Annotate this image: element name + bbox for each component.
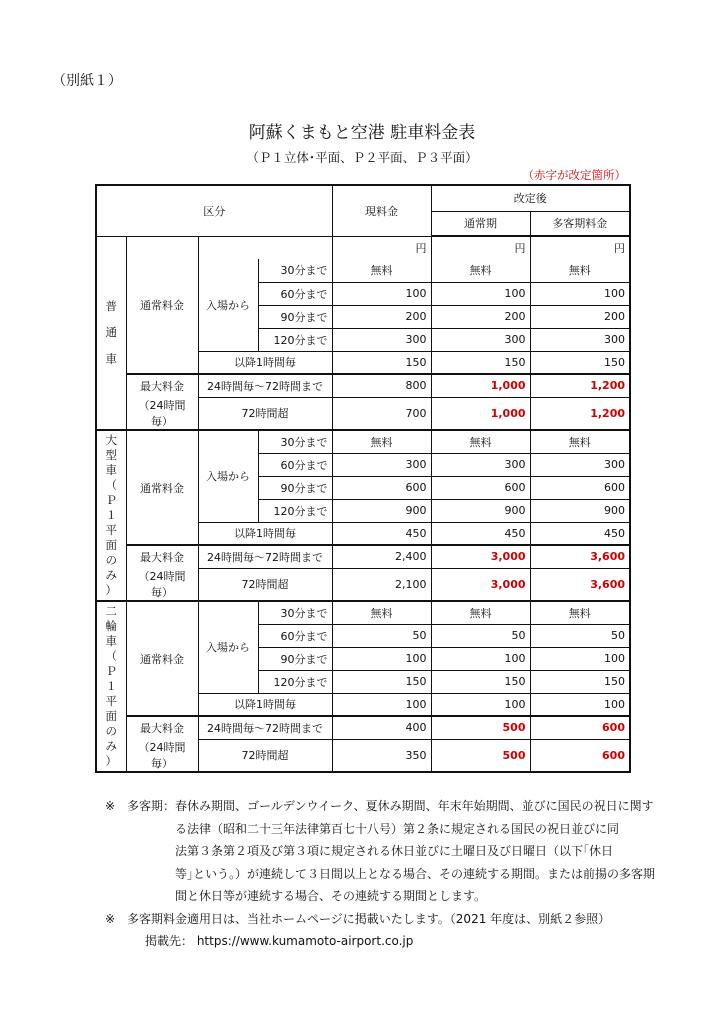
fee-cell: 150 [332, 670, 431, 693]
time-label: 72時間超 [198, 397, 332, 430]
footnote-text: 間と休日等が連続する場合、その連続する期間とします。 [175, 889, 487, 903]
normal-yen-row [96, 236, 630, 259]
vehicle-label-normal: 普 通 車 [96, 236, 126, 430]
page-title: 阿蘇くまもと空港 駐車料金表 [248, 123, 476, 143]
time-label: 120分まで [258, 328, 332, 351]
table-row [96, 430, 630, 453]
fee-cell: 50 [332, 624, 431, 647]
footnote-text: 多客期料金適用日は、当社ホームページに掲載いたします。（2021 年度は、別紙２参照） [127, 911, 611, 926]
fee-cell-revised: 3,600 [530, 568, 630, 601]
time-label: 30分まで [258, 601, 332, 624]
fee-cell: 200 [530, 305, 630, 328]
from-entry-label: 入場から [198, 430, 258, 522]
fee-cell: 150 [530, 351, 630, 374]
fee-cell: 150 [431, 351, 530, 374]
time-label: 30分まで [258, 430, 332, 453]
fee-cell: 900 [530, 499, 630, 522]
time-label: 120分まで [258, 670, 332, 693]
from-entry-label: 入場から [198, 259, 258, 351]
fee-cell: 450 [530, 522, 630, 545]
fee-cell: 300 [431, 453, 530, 476]
footnotes [105, 795, 656, 953]
fee-cell-revised: 3,600 [530, 545, 630, 568]
table-row [96, 568, 630, 601]
fee-cell: 無料 [530, 259, 630, 282]
fee-cell: 600 [431, 476, 530, 499]
fee-cell: 100 [530, 693, 630, 716]
regular-fee-label: 通常料金 [126, 430, 198, 545]
time-label: 24時間毎～72時間まで [198, 374, 332, 397]
fee-cell-revised: 3,000 [431, 568, 530, 601]
fee-cell: 無料 [332, 430, 431, 453]
fee-cell: 600 [530, 476, 630, 499]
fee-cell: 300 [530, 328, 630, 351]
fee-cell: 100 [431, 282, 530, 305]
time-label: 以降1時間毎 [198, 351, 332, 374]
fee-cell-revised: 600 [530, 716, 630, 739]
fee-cell: 100 [332, 647, 431, 670]
vehicle-label-large: 大 型 車 （ Ｐ １ 平 面 の み ） [96, 430, 126, 601]
max-fee-label: 最大料金 [126, 716, 198, 739]
time-label: 72時間超 [198, 568, 332, 601]
fee-cell: 450 [332, 522, 431, 545]
fee-cell: 900 [332, 499, 431, 522]
time-label: 90分まで [258, 476, 332, 499]
fee-cell: 600 [332, 476, 431, 499]
fee-cell: 無料 [332, 259, 431, 282]
time-label: 72時間超 [198, 739, 332, 772]
time-label: 24時間毎～72時間まで [198, 545, 332, 568]
header-current: 現料金 [332, 185, 431, 236]
fee-cell: 150 [431, 670, 530, 693]
per-24h-label: （24時間毎） [126, 397, 198, 430]
fee-cell: 350 [332, 739, 431, 772]
time-label: 以降1時間毎 [198, 693, 332, 716]
per-24h-label: （24時間毎） [126, 568, 198, 601]
fee-cell: 200 [332, 305, 431, 328]
fee-cell: 無料 [431, 430, 530, 453]
time-label: 90分まで [258, 305, 332, 328]
footnote-text: 法第３条第２項及び第３項に規定される休日並びに土曜日及び日曜日（以下｢休日 [175, 844, 614, 858]
fee-cell: 50 [530, 624, 630, 647]
time-label: 以降1時間毎 [198, 522, 332, 545]
fee-cell: 無料 [530, 430, 630, 453]
max-fee-label: 最大料金 [126, 545, 198, 568]
footnote-text: 等｣という。）が連続して３日間以上となる場合、その連続する期間。または前揚の多客期 [175, 866, 656, 881]
fee-cell: 100 [332, 282, 431, 305]
regular-fee-label: 通常料金 [126, 601, 198, 716]
max-fee-label: 最大料金 [126, 374, 198, 397]
vehicle-label-motorcycle: 二 輪 車 （ Ｐ １ 平 面 の み ） [96, 601, 126, 772]
page-subtitle: （Ｐ１立体･平面、Ｐ２平面、Ｐ３平面） [246, 150, 478, 165]
revision-note: （赤字が改定箇所） [522, 168, 626, 182]
header-regular: 通常期 [431, 211, 530, 236]
fee-cell: 100 [530, 282, 630, 305]
time-label: 60分まで [258, 624, 332, 647]
table-row [96, 601, 630, 624]
footnote-peak-definition [105, 795, 654, 818]
fee-cell: 無料 [332, 601, 431, 624]
regular-fee-label: 通常料金 [126, 236, 198, 374]
fee-cell: 50 [431, 624, 530, 647]
fee-cell: 100 [332, 693, 431, 716]
fee-cell: 150 [530, 670, 630, 693]
fee-cell: 無料 [530, 601, 630, 624]
time-label: 30分まで [258, 259, 332, 282]
from-entry-label: 入場から [198, 601, 258, 693]
header-peak: 多客期料金 [530, 211, 630, 236]
time-label: 24時間毎～72時間まで [198, 716, 332, 739]
time-label: 90分まで [258, 647, 332, 670]
fee-cell: 400 [332, 716, 431, 739]
header-revised: 改定後 [431, 185, 630, 211]
fee-cell-revised: 1,000 [431, 397, 530, 430]
table-row [96, 739, 630, 772]
fee-cell-revised: 1,000 [431, 374, 530, 397]
fee-cell: 100 [431, 693, 530, 716]
fee-cell: 150 [332, 351, 431, 374]
time-label: 60分まで [258, 282, 332, 305]
note-mark: ※ [105, 911, 116, 926]
fee-cell-revised: 3,000 [431, 545, 530, 568]
table-row [96, 397, 630, 430]
website-link[interactable]: 掲載先： https://www.kumamoto-airport.co.jp [145, 934, 414, 948]
fee-cell: 無料 [431, 259, 530, 282]
yen-unit: 円 [431, 236, 530, 259]
per-24h-label: （24時間毎） [126, 739, 198, 772]
footnote-text: 多客期：春休み期間、ゴールデンウイーク、夏休み期間、年末年始期間、並びに国民の祝日に関す [127, 799, 654, 813]
fee-cell-revised: 600 [530, 739, 630, 772]
fee-cell: 無料 [431, 601, 530, 624]
fee-cell: 300 [431, 328, 530, 351]
time-label: 120分まで [258, 499, 332, 522]
fee-cell-revised: 500 [431, 716, 530, 739]
time-label: 60分まで [258, 453, 332, 476]
table-row [96, 545, 630, 568]
table-row [96, 374, 630, 397]
fee-cell-revised: 1,200 [530, 374, 630, 397]
table-row [96, 716, 630, 739]
fee-cell: 2,100 [332, 568, 431, 601]
footnote-peak-dates [105, 908, 625, 931]
fee-cell-revised: 500 [431, 739, 530, 772]
fee-cell: 300 [530, 453, 630, 476]
fee-cell: 300 [332, 453, 431, 476]
footnote-text: る法律（昭和二十三年法律第百七十八号）第２条に規定される国民の祝日並びに同 [175, 821, 620, 836]
fee-cell: 200 [431, 305, 530, 328]
fee-cell-revised: 1,200 [530, 397, 630, 430]
attachment-label: （別紙１） [52, 73, 122, 89]
fee-cell: 800 [332, 374, 431, 397]
fee-cell: 100 [431, 647, 530, 670]
parking-fee-table [95, 184, 631, 773]
yen-unit: 円 [332, 236, 431, 259]
fee-cell: 100 [530, 647, 630, 670]
fee-cell: 300 [332, 328, 431, 351]
fee-cell: 900 [431, 499, 530, 522]
fee-cell: 700 [332, 397, 431, 430]
fee-cell: 450 [431, 522, 530, 545]
note-mark: ※ [105, 799, 116, 813]
header-category: 区分 [96, 185, 332, 236]
yen-unit: 円 [530, 236, 630, 259]
fee-cell: 2,400 [332, 545, 431, 568]
